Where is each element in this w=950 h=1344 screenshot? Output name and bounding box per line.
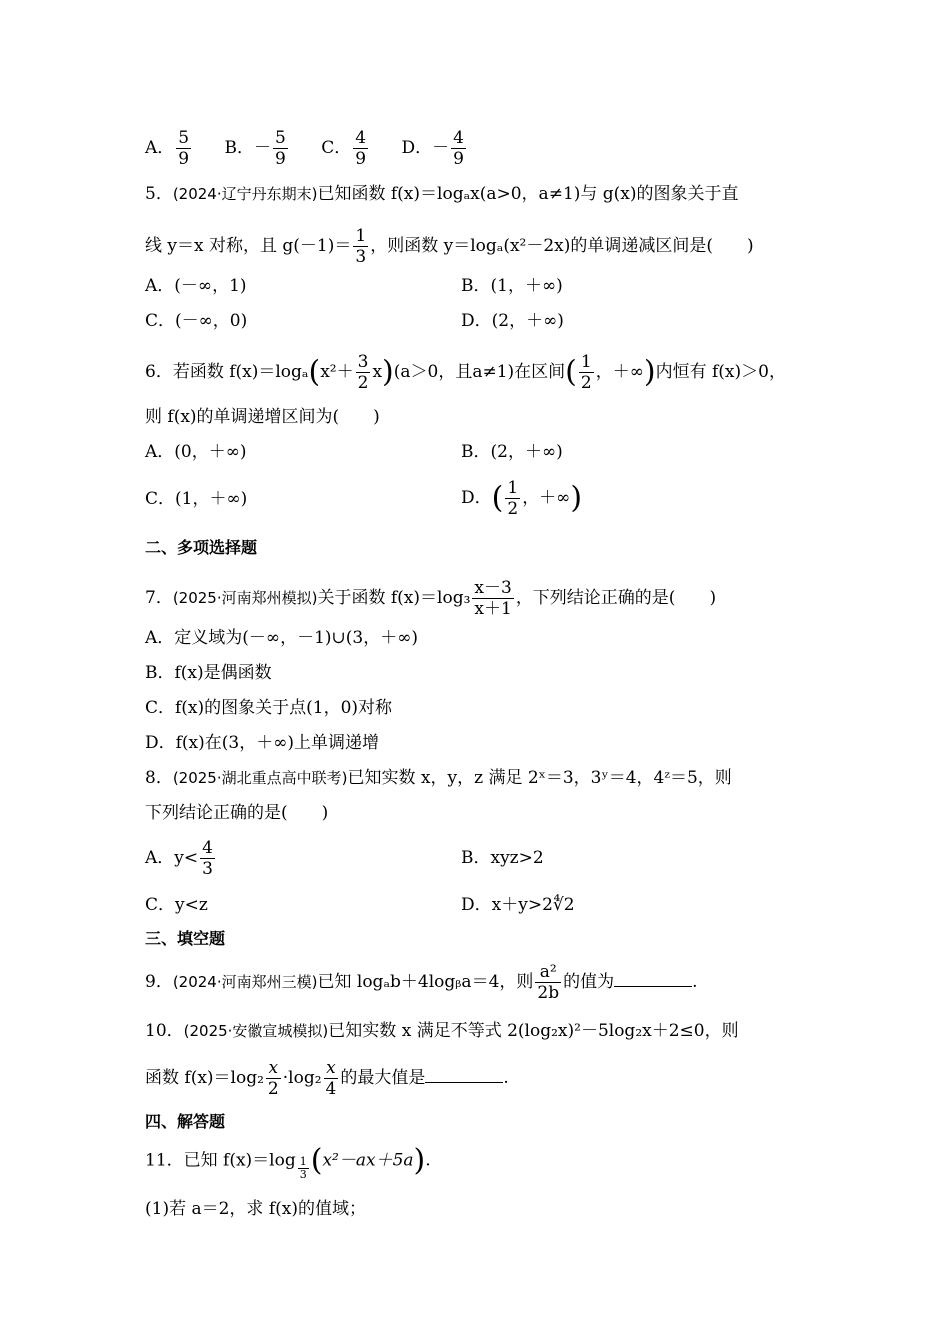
q5-stem-line1: 5．(2024·辽宁丹东期末)已知函数 f(x)＝logₐx(a>0，a≠1)与 g(x)的图象关于直 — [145, 184, 739, 204]
section-heading-fill-blank: 三、填空题 — [145, 929, 226, 948]
section-heading-multiple-choice: 二、多项选择题 — [145, 538, 258, 557]
q8-option-d: D．x＋y>2∜2 — [461, 895, 575, 915]
q8-option-a: A．y< $\frac{4}{3}$ — [145, 838, 213, 879]
q4-option-d: D．－ $\frac{4}{9}$ — [401, 128, 464, 169]
q7-option-d: D．f(x)在(3，＋∞)上单调递增 — [145, 733, 380, 753]
q5-option-c: C．(－∞，0) — [145, 311, 248, 331]
q5-option-d: D．(2，＋∞) — [461, 311, 564, 331]
q8-stem-line1: 8．(2025·湖北重点高中联考)已知实数 x，y，z 满足 2ˣ＝3，3ʸ＝4，4ᶻ＝5，则 — [145, 768, 732, 788]
q8-option-c: C．y<z — [145, 895, 208, 915]
q9-stem: 9．(2024·河南郑州三模)已知 logₐb＋4logᵦa＝4，则 $\frac{\text{a²}}{2b}$ 的值为 . — [145, 962, 698, 1003]
q5-option-a: A．(－∞，1) — [145, 276, 247, 296]
q4-option-a: A． $\frac{5}{9}$ — [145, 128, 190, 169]
q6-stem-line1: 6．若函数 f(x)＝logₐ(x²＋ $\frac{3}{2}$ x)(a＞0，且a≠1)在区间( $\frac{1}{2}$ ，＋∞)内恒有 f(x)＞0， — [145, 352, 786, 393]
q10-stem-line1: 10．(2025·安徽宣城模拟)已知实数 x 满足不等式 2(log₂x)²－5log₂x＋2≤0，则 — [145, 1021, 739, 1041]
q7-option-b: B．f(x)是偶函数 — [145, 663, 272, 683]
q6-stem-line2: 则 f(x)的单调递增区间为( ) — [145, 407, 380, 427]
q10-answer-blank[interactable] — [425, 1066, 503, 1083]
section-heading-solutions: 四、解答题 — [145, 1112, 226, 1131]
q9-answer-blank[interactable] — [614, 970, 692, 987]
q11-part1: (1)若 a＝2，求 f(x)的值域； — [145, 1199, 366, 1219]
q11-stem: 11．已知 f(x)＝log $\frac{1}{3}$ (x²－ax＋5a). — [145, 1143, 431, 1181]
q10-stem-line2: 函数 f(x)＝log₂ $\frac{x}{2}$ ·log₂ $\frac{x}{4}$ 的最大值是 . — [145, 1058, 509, 1099]
q6-option-c: C．(1，＋∞) — [145, 489, 248, 509]
q8-option-b: B．xyz>2 — [461, 848, 544, 868]
q4-option-b: B．－ $\frac{5}{9}$ — [224, 128, 286, 169]
q7-option-a: A．定义域为(－∞，－1)∪(3，＋∞) — [145, 628, 419, 648]
q4-option-c: C． $\frac{4}{9}$ — [321, 128, 367, 169]
q7-stem: 7．(2025·河南郑州模拟)关于函数 f(x)＝log₃ $\frac{x-3}{x+1}$ ，下列结论正确的是( ) — [145, 578, 717, 619]
q7-option-c: C．f(x)的图象关于点(1，0)对称 — [145, 698, 393, 718]
q5-stem-line2: 线 y＝x 对称，且 g(－1)＝ $\frac{1}{3}$ ，则函数 y＝logₐ(x²－2x)的单调递减区间是( ) — [145, 226, 754, 267]
q5-option-b: B．(1，＋∞) — [461, 276, 563, 296]
q4-options — [145, 128, 494, 169]
q6-option-a: A．(0，＋∞) — [145, 442, 247, 462]
q6-option-b: B．(2，＋∞) — [461, 442, 563, 462]
q8-stem-line2: 下列结论正确的是( ) — [145, 803, 329, 823]
q6-option-d: D．( $\frac{1}{2}$ ，＋∞) — [461, 478, 583, 519]
